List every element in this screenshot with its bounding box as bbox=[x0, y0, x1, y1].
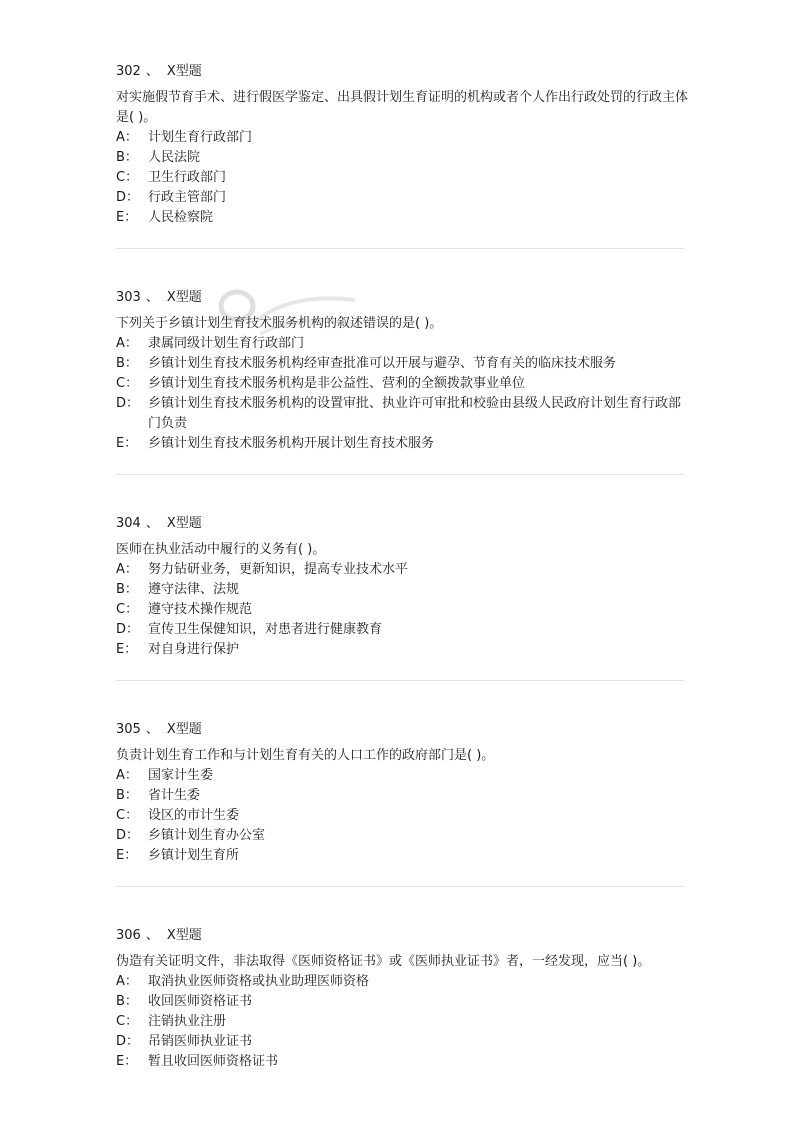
question-stem: 对实施假节育手术、进行假医学鉴定、出具假计划生育证明的机构或者个人作出行政处罚的行政主体是( )。 bbox=[116, 90, 689, 125]
option-letter: B： bbox=[116, 788, 138, 803]
question-number: 304 bbox=[116, 516, 141, 531]
question-separator: 、 bbox=[145, 64, 159, 79]
option-letter: A： bbox=[116, 130, 138, 145]
divider bbox=[116, 680, 684, 681]
option-a bbox=[116, 560, 684, 580]
option-b bbox=[116, 354, 684, 374]
question-number: 305 bbox=[116, 722, 141, 737]
question-header bbox=[116, 720, 684, 740]
option-c bbox=[116, 806, 684, 826]
option-text: 取消执业医师资格或执业助理医师资格 bbox=[148, 974, 370, 989]
question-306 bbox=[116, 926, 684, 1072]
option-letter: A： bbox=[116, 974, 138, 989]
question-header bbox=[116, 514, 684, 534]
question-separator: 、 bbox=[145, 516, 159, 531]
option-text: 国家计生委 bbox=[148, 768, 214, 783]
question-type: X型题 bbox=[166, 928, 202, 943]
question-stem: 下列关于乡镇计划生育技术服务机构的叙述错误的是( )。 bbox=[116, 316, 443, 331]
option-e bbox=[116, 846, 684, 866]
option-letter: E： bbox=[116, 642, 138, 657]
question-type: X型题 bbox=[166, 64, 202, 79]
option-letter: B： bbox=[116, 994, 138, 1009]
question-header bbox=[116, 926, 684, 946]
option-letter: B： bbox=[116, 356, 138, 371]
question-separator: 、 bbox=[145, 928, 159, 943]
option-text: 暂且收回医师资格证书 bbox=[148, 1054, 279, 1069]
option-text: 乡镇计划生育办公室 bbox=[148, 828, 266, 843]
option-letter: E： bbox=[116, 210, 138, 225]
option-letter: D： bbox=[116, 1034, 140, 1049]
option-a bbox=[116, 972, 684, 992]
question-stem: 负责计划生育工作和与计划生育有关的人口工作的政府部门是( )。 bbox=[116, 748, 495, 763]
option-d bbox=[116, 620, 684, 640]
option-letter: E： bbox=[116, 436, 138, 451]
option-text: 努力钻研业务，更新知识，提高专业技术水平 bbox=[148, 562, 409, 577]
option-e bbox=[116, 208, 684, 228]
option-letter: D： bbox=[116, 622, 140, 637]
option-letter: D： bbox=[116, 828, 140, 843]
question-302 bbox=[116, 62, 689, 249]
option-letter: A： bbox=[116, 336, 138, 351]
question-stem: 医师在执业活动中履行的义务有( )。 bbox=[116, 542, 326, 557]
option-text: 设区的市计生委 bbox=[148, 808, 240, 823]
option-text: 遵守技术操作规范 bbox=[148, 602, 253, 617]
option-e bbox=[116, 640, 684, 660]
option-letter: E： bbox=[116, 1054, 138, 1069]
option-d bbox=[116, 826, 684, 846]
option-text: 乡镇计划生育技术服务机构开展计划生育技术服务 bbox=[148, 436, 435, 451]
option-letter: D： bbox=[116, 396, 140, 411]
question-header bbox=[116, 288, 684, 308]
question-305 bbox=[116, 720, 684, 887]
option-text: 吊销医师执业证书 bbox=[148, 1034, 253, 1049]
option-text: 计划生育行政部门 bbox=[148, 130, 253, 145]
option-letter: A： bbox=[116, 768, 138, 783]
option-text: 隶属同级计划生育行政部门 bbox=[148, 336, 305, 351]
option-e bbox=[116, 1052, 684, 1072]
option-text: 乡镇计划生育技术服务机构经审查批准可以开展与避孕、节育有关的临床技术服务 bbox=[148, 356, 617, 371]
option-letter: C： bbox=[116, 376, 139, 391]
question-stem: 伪造有关证明文件，非法取得《医师资格证书》或《医师执业证书》者，一经发现，应当( )。 bbox=[116, 954, 651, 969]
option-c bbox=[116, 168, 684, 188]
option-text: 注销执业注册 bbox=[148, 1014, 227, 1029]
option-text: 人民检察院 bbox=[148, 210, 214, 225]
option-letter: B： bbox=[116, 582, 138, 597]
divider bbox=[116, 886, 684, 887]
option-b bbox=[116, 786, 684, 806]
option-letter: E： bbox=[116, 848, 138, 863]
divider bbox=[116, 474, 684, 475]
divider bbox=[116, 248, 684, 249]
option-c bbox=[116, 374, 684, 394]
option-letter: B： bbox=[116, 150, 138, 165]
question-number: 302 bbox=[116, 64, 141, 79]
option-text: 乡镇计划生育技术服务机构是非公益性、营利的全额拨款事业单位 bbox=[148, 376, 526, 391]
question-number: 306 bbox=[116, 928, 141, 943]
question-304 bbox=[116, 514, 684, 681]
option-b bbox=[116, 148, 684, 168]
option-d bbox=[116, 1032, 684, 1052]
question-list bbox=[116, 62, 689, 1072]
option-d bbox=[116, 188, 684, 208]
option-text: 卫生行政部门 bbox=[148, 170, 227, 185]
question-separator: 、 bbox=[145, 290, 159, 305]
question-303 bbox=[116, 288, 684, 475]
option-a bbox=[116, 766, 684, 786]
option-letter: D： bbox=[116, 190, 140, 205]
option-b bbox=[116, 580, 684, 600]
option-e bbox=[116, 434, 684, 454]
option-a bbox=[116, 128, 684, 148]
option-b bbox=[116, 992, 684, 1012]
option-c bbox=[116, 1012, 684, 1032]
option-text: 对自身进行保护 bbox=[148, 642, 240, 657]
option-text: 人民法院 bbox=[148, 150, 201, 165]
question-type: X型题 bbox=[166, 516, 202, 531]
option-d bbox=[116, 394, 684, 434]
option-text: 收回医师资格证书 bbox=[148, 994, 253, 1009]
option-letter: C： bbox=[116, 602, 139, 617]
option-text: 行政主管部门 bbox=[148, 190, 227, 205]
question-type: X型题 bbox=[166, 290, 202, 305]
option-letter: C： bbox=[116, 808, 139, 823]
option-letter: C： bbox=[116, 170, 139, 185]
question-type: X型题 bbox=[166, 722, 202, 737]
question-number: 303 bbox=[116, 290, 141, 305]
option-c bbox=[116, 600, 684, 620]
option-a bbox=[116, 334, 684, 354]
option-letter: A： bbox=[116, 562, 138, 577]
question-separator: 、 bbox=[145, 722, 159, 737]
option-text: 省计生委 bbox=[148, 788, 201, 803]
question-header bbox=[116, 62, 684, 82]
option-text: 宣传卫生保健知识，对患者进行健康教育 bbox=[148, 622, 383, 637]
option-text: 遵守法律、法规 bbox=[148, 582, 240, 597]
option-text: 乡镇计划生育技术服务机构的设置审批、执业许可审批和校验由县级人民政府计划生育行政部门负责 bbox=[148, 396, 682, 431]
option-text: 乡镇计划生育所 bbox=[148, 848, 240, 863]
option-letter: C： bbox=[116, 1014, 139, 1029]
